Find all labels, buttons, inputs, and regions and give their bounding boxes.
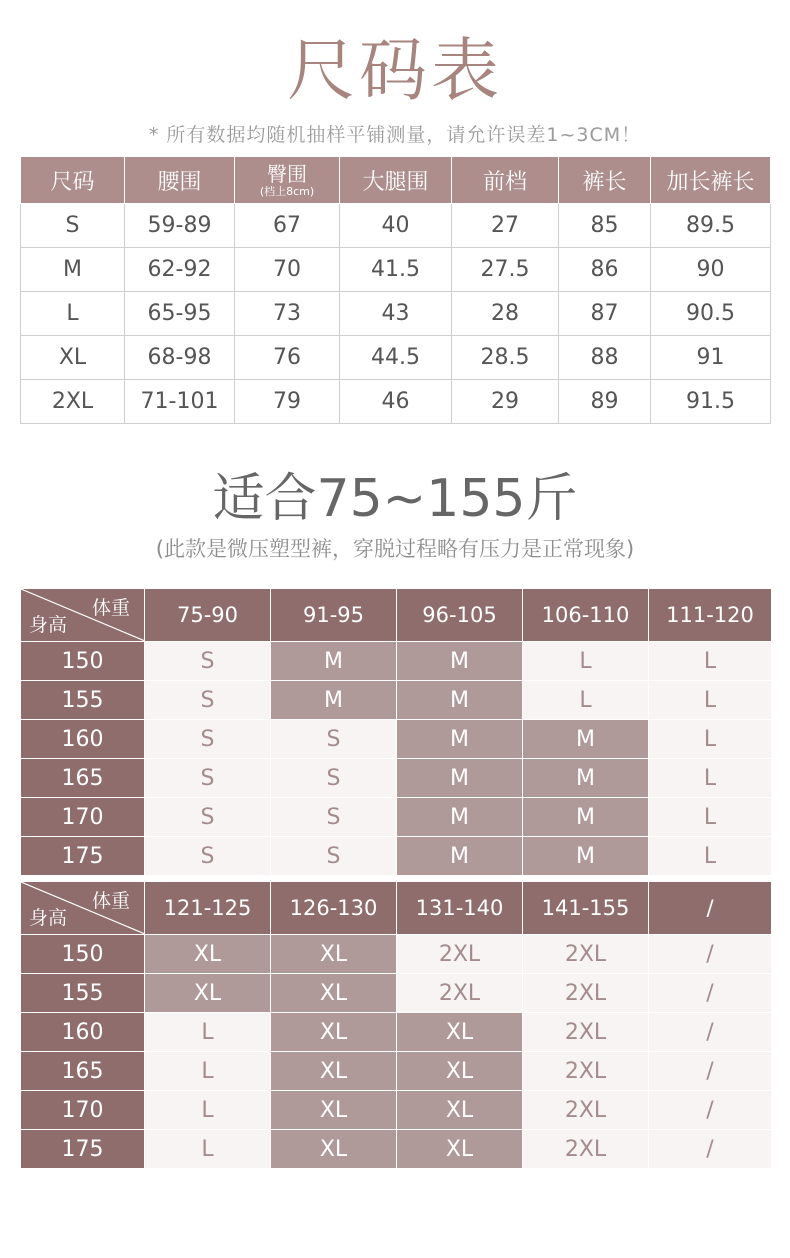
recommended-size-cell: S	[271, 798, 397, 837]
recommended-size-cell: 2XL	[523, 1013, 649, 1052]
weight-row	[21, 1091, 772, 1130]
weight-row	[21, 935, 772, 974]
height-label: 150	[21, 642, 145, 681]
weight-column-header: 106-110	[523, 589, 649, 642]
height-label: 155	[21, 681, 145, 720]
header-length: 裤长	[559, 157, 651, 204]
size-table-header	[21, 157, 771, 204]
size-row	[21, 292, 771, 336]
recommended-size-cell: /	[649, 1052, 772, 1091]
header-front-rise: 前档	[452, 157, 559, 204]
header-waist: 腰围	[125, 157, 235, 204]
size-cell: 89	[559, 380, 651, 424]
recommended-size-cell: /	[649, 1130, 772, 1169]
weight-header-row	[21, 589, 772, 642]
size-row	[21, 380, 771, 424]
recommended-size-cell: M	[397, 759, 523, 798]
recommended-size-cell: M	[271, 642, 397, 681]
size-cell: 27.5	[452, 248, 559, 292]
header-long-length: 加长裤长	[651, 157, 771, 204]
weight-header-row	[21, 882, 772, 935]
height-label: 160	[21, 720, 145, 759]
recommended-size-cell: 2XL	[523, 935, 649, 974]
recommended-size-cell: S	[145, 759, 271, 798]
recommended-size-cell: L	[649, 759, 772, 798]
recommended-size-cell: L	[523, 681, 649, 720]
recommended-size-cell: M	[397, 642, 523, 681]
recommended-size-cell: XL	[271, 1091, 397, 1130]
recommended-size-cell: L	[649, 720, 772, 759]
recommended-size-cell: 2XL	[523, 1052, 649, 1091]
size-row	[21, 204, 771, 248]
height-label: 150	[21, 935, 145, 974]
recommended-size-cell: M	[523, 798, 649, 837]
recommended-size-cell: S	[145, 642, 271, 681]
size-cell: 86	[559, 248, 651, 292]
size-cell: 67	[235, 204, 340, 248]
recommended-size-cell: S	[271, 837, 397, 876]
recommended-size-cell: 2XL	[523, 974, 649, 1013]
recommended-size-cell: M	[397, 798, 523, 837]
weight-row	[21, 798, 772, 837]
height-label: 155	[21, 974, 145, 1013]
size-cell: 44.5	[340, 336, 452, 380]
recommended-size-cell: XL	[271, 1013, 397, 1052]
recommended-size-cell: XL	[271, 1130, 397, 1169]
fit-note: (此款是微压塑型裤，穿脱过程略有压力是正常现象)	[155, 537, 635, 561]
size-cell: 73	[235, 292, 340, 336]
size-cell: 41.5	[340, 248, 452, 292]
weight-row	[21, 1013, 772, 1052]
header-thigh: 大腿围	[340, 157, 452, 204]
header-hip-note: (档上8cm)	[259, 185, 315, 198]
recommended-size-cell: L	[145, 1130, 271, 1169]
size-cell: 91.5	[651, 380, 771, 424]
weight-row	[21, 1052, 772, 1091]
size-cell: M	[21, 248, 125, 292]
recommended-size-cell: /	[649, 935, 772, 974]
size-cell: 88	[559, 336, 651, 380]
recommended-size-cell: XL	[271, 1052, 397, 1091]
weight-row	[21, 1130, 772, 1169]
recommended-size-cell: L	[145, 1091, 271, 1130]
recommended-size-cell: 2XL	[397, 974, 523, 1013]
fit-title: 适合75~155斤	[212, 469, 578, 529]
size-cell: 91	[651, 336, 771, 380]
recommended-size-cell: L	[145, 1052, 271, 1091]
size-cell: 90.5	[651, 292, 771, 336]
recommended-size-cell: M	[523, 759, 649, 798]
weight-column-header: 75-90	[145, 589, 271, 642]
height-label: 170	[21, 1091, 145, 1130]
height-label: 175	[21, 837, 145, 876]
size-cell: 89.5	[651, 204, 771, 248]
weight-row	[21, 642, 772, 681]
size-cell: 2XL	[21, 380, 125, 424]
recommended-size-cell: L	[649, 642, 772, 681]
recommended-size-cell: S	[271, 759, 397, 798]
size-cell: 65-95	[125, 292, 235, 336]
height-label: 175	[21, 1130, 145, 1169]
size-row	[21, 336, 771, 380]
page-title: 尺码表	[286, 32, 503, 111]
size-cell: 85	[559, 204, 651, 248]
recommended-size-cell: XL	[145, 974, 271, 1013]
weight-column-header: 126-130	[271, 882, 397, 935]
recommended-size-cell: M	[523, 837, 649, 876]
corner-cell	[21, 882, 145, 935]
recommended-size-cell: S	[271, 720, 397, 759]
weight-column-header: /	[649, 882, 772, 935]
recommended-size-cell: L	[649, 681, 772, 720]
size-cell: 87	[559, 292, 651, 336]
recommended-size-cell: 2XL	[397, 935, 523, 974]
weight-row	[21, 837, 772, 876]
recommended-size-cell: S	[145, 837, 271, 876]
size-cell: 40	[340, 204, 452, 248]
recommended-size-cell: L	[523, 642, 649, 681]
size-table	[20, 156, 771, 424]
recommended-size-cell: XL	[397, 1052, 523, 1091]
header-size: 尺码	[21, 157, 125, 204]
weight-row	[21, 720, 772, 759]
size-cell: 29	[452, 380, 559, 424]
recommended-size-cell: 2XL	[523, 1130, 649, 1169]
size-cell: 62-92	[125, 248, 235, 292]
recommended-size-cell: /	[649, 974, 772, 1013]
size-row	[21, 248, 771, 292]
height-label: 160	[21, 1013, 145, 1052]
recommended-size-cell: L	[649, 837, 772, 876]
corner-weight-label: 体重	[91, 890, 130, 912]
weight-row	[21, 759, 772, 798]
recommended-size-cell: XL	[397, 1130, 523, 1169]
corner-height-label: 身高	[29, 907, 68, 929]
recommended-size-cell: XL	[271, 935, 397, 974]
recommended-size-cell: M	[397, 720, 523, 759]
weight-column-header: 96-105	[397, 589, 523, 642]
weight-column-header: 121-125	[145, 882, 271, 935]
size-cell: 59-89	[125, 204, 235, 248]
size-cell: 28.5	[452, 336, 559, 380]
recommended-size-cell: 2XL	[523, 1091, 649, 1130]
size-cell: 79	[235, 380, 340, 424]
recommended-size-cell: M	[523, 720, 649, 759]
recommended-size-cell: XL	[271, 974, 397, 1013]
corner-height-label: 身高	[29, 614, 68, 636]
size-cell: XL	[21, 336, 125, 380]
weight-column-header: 91-95	[271, 589, 397, 642]
recommended-size-cell: XL	[397, 1013, 523, 1052]
recommended-size-cell: S	[145, 798, 271, 837]
weight-column-header: 141-155	[523, 882, 649, 935]
size-cell: 76	[235, 336, 340, 380]
height-label: 165	[21, 759, 145, 798]
measurement-note: * 所有数据均随机抽样平铺测量，请允许误差1~3CM！	[148, 124, 642, 146]
size-cell: 46	[340, 380, 452, 424]
recommended-size-cell: XL	[145, 935, 271, 974]
weight-table-1	[20, 588, 771, 876]
size-cell: S	[21, 204, 125, 248]
recommended-size-cell: M	[271, 681, 397, 720]
size-cell: 27	[452, 204, 559, 248]
recommended-size-cell: /	[649, 1091, 772, 1130]
size-cell: 43	[340, 292, 452, 336]
size-cell: 70	[235, 248, 340, 292]
recommended-size-cell: S	[145, 720, 271, 759]
recommended-size-cell: XL	[397, 1091, 523, 1130]
weight-row	[21, 681, 772, 720]
weight-table-2	[20, 881, 771, 1169]
recommended-size-cell: L	[649, 798, 772, 837]
size-cell: 28	[452, 292, 559, 336]
header-hip	[235, 157, 340, 204]
weight-row	[21, 974, 772, 1013]
corner-cell	[21, 589, 145, 642]
header-hip-label: 臀围	[267, 162, 307, 186]
recommended-size-cell: /	[649, 1013, 772, 1052]
weight-column-header: 111-120	[649, 589, 772, 642]
recommended-size-cell: M	[397, 837, 523, 876]
height-label: 165	[21, 1052, 145, 1091]
corner-weight-label: 体重	[91, 597, 130, 619]
recommended-size-cell: S	[145, 681, 271, 720]
size-cell: 71-101	[125, 380, 235, 424]
size-cell: L	[21, 292, 125, 336]
weight-column-header: 131-140	[397, 882, 523, 935]
recommended-size-cell: M	[397, 681, 523, 720]
recommended-size-cell: L	[145, 1013, 271, 1052]
size-cell: 90	[651, 248, 771, 292]
size-cell: 68-98	[125, 336, 235, 380]
height-label: 170	[21, 798, 145, 837]
